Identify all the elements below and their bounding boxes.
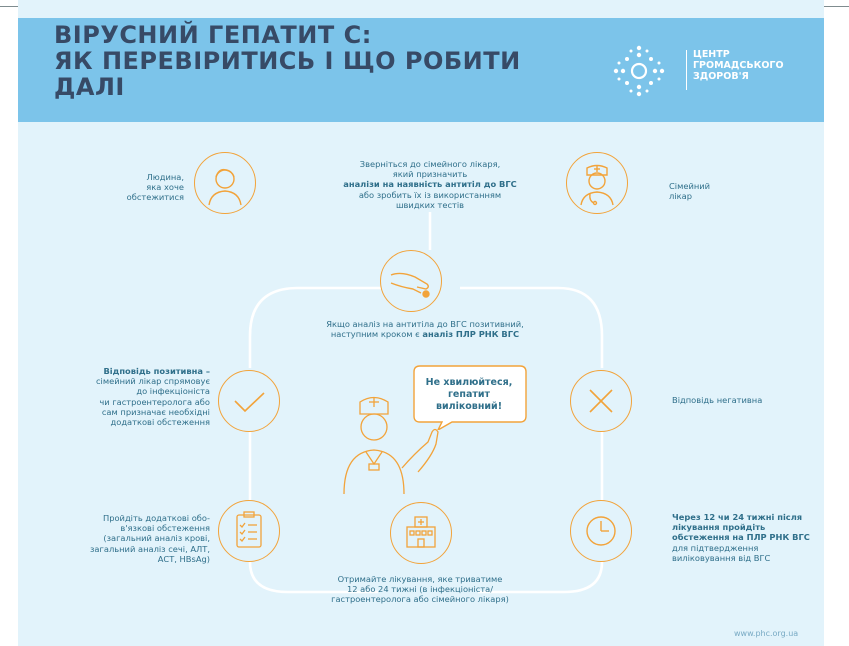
- hospital-icon: [391, 503, 451, 563]
- test-circle: [380, 250, 442, 312]
- positive-label: Відповідь позитивна – сімейний лікар спрямовує до інфекціоніста чи гастроентеролога або сам призначає необхідні додаткові обстеження: [95, 366, 210, 428]
- consult-label: Зверніться до сімейного лікаря, який призначить аналізи на наявність антитіл до ВГС або зробить їх із використанням швидких тестів: [343, 159, 517, 210]
- clock-icon: [571, 501, 631, 561]
- person-icon: [195, 153, 255, 213]
- exams-label: Пройдіть додаткові обо- в'язкові обстеження (загальний аналіз крові, загальний аналіз сечі, АЛТ, АСТ, HBsAg): [90, 513, 210, 564]
- doctor-circle: [566, 152, 628, 214]
- doctor-label: Сімейний лікар: [669, 181, 711, 202]
- person-circle: [194, 152, 256, 214]
- logo-line-2: ГРОМАДСЬКОГО: [693, 60, 784, 71]
- followup-label: Через 12 чи 24 тижні після лікування пройдіть обстеження на ПЛР РНК ВГС для підтвердження виліковування від ВГС: [672, 512, 810, 563]
- negative-label: Відповідь негативна: [672, 395, 763, 405]
- infographic-poster: [18, 0, 824, 646]
- positive-circle: [218, 370, 280, 432]
- title-line-1: ВІРУСНИЙ ГЕПАТИТ С:: [54, 21, 372, 49]
- clipboard-checklist-icon: [219, 501, 279, 561]
- speech-bubble-text: Не хвилюйтеся, гепатит виліковний!: [425, 377, 513, 412]
- followup-circle: [570, 500, 632, 562]
- test-label: Якщо аналіз на антитіла до ВГС позитивний, наступним кроком є аналіз ПЛР РНК ВГС: [326, 319, 524, 340]
- treatment-circle: [390, 502, 452, 564]
- logo-line-3: ЗДОРОВ'Я: [693, 71, 749, 82]
- title-line-2: ЯК ПЕРЕВІРИТИСЬ І ЩО РОБИТИ: [54, 47, 521, 75]
- footer-url: www.phc.org.ua: [734, 629, 799, 638]
- title-line-3: ДАЛІ: [54, 73, 125, 101]
- finger-prick-icon: [381, 251, 441, 311]
- treatment-label: Отримайте лікування, яке триватиме 12 або 24 тижні (в інфекціоніста/ гастроентеролога або сімейного лікаря): [331, 574, 509, 605]
- negative-circle: [570, 370, 632, 432]
- cross-icon: [571, 371, 631, 431]
- exams-circle: [218, 500, 280, 562]
- logo-line-1: ЦЕНТР: [693, 49, 730, 60]
- person-label: Людина, яка хоче обстежитися: [126, 172, 184, 203]
- checkmark-icon: [219, 371, 279, 431]
- doctor-icon: [567, 153, 627, 213]
